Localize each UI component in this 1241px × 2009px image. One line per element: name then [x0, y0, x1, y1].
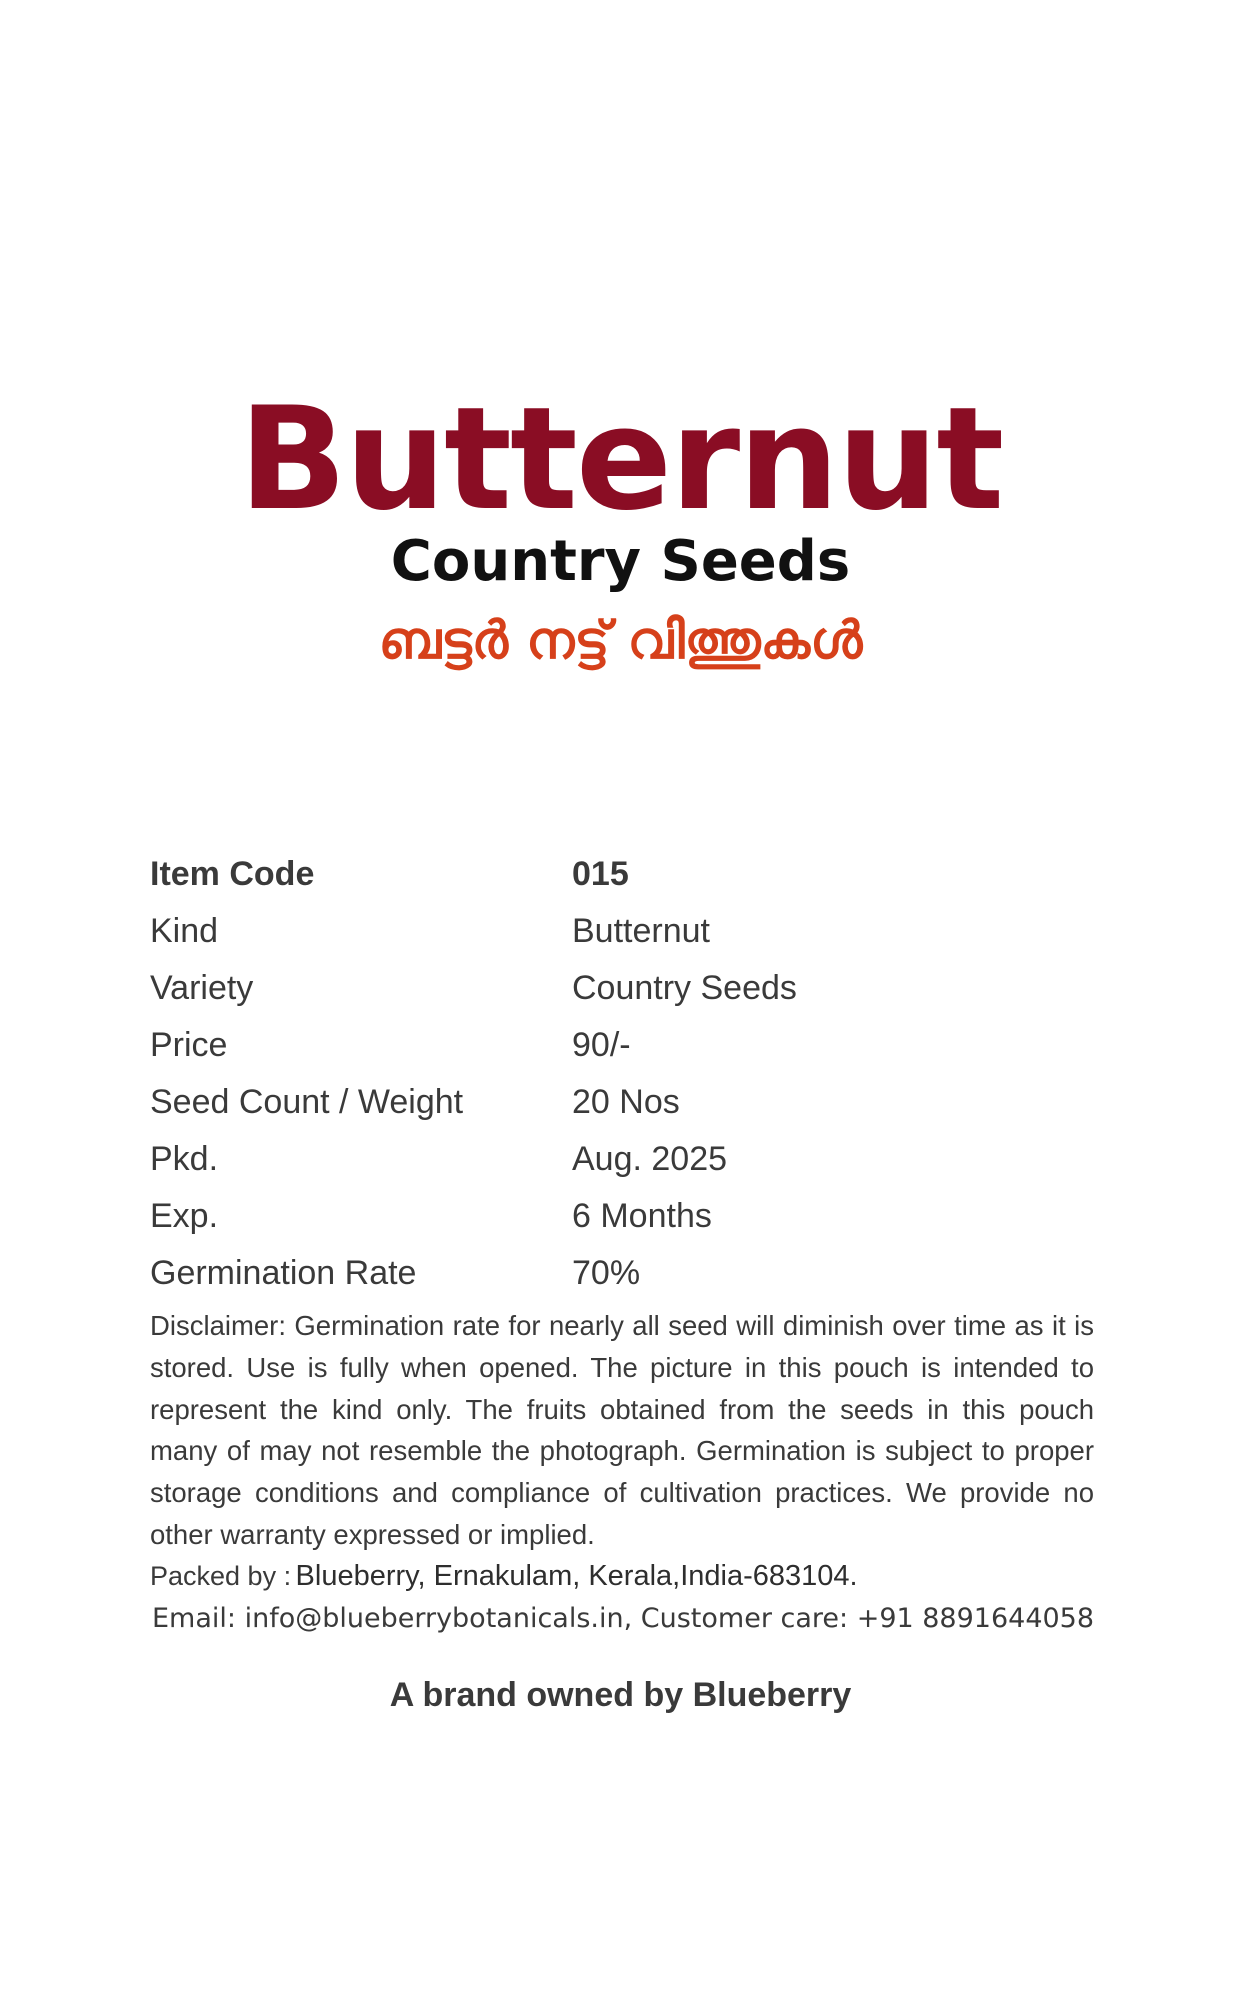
detail-label: Pkd.: [150, 1140, 219, 1178]
detail-row-price: [150, 1017, 1110, 1074]
detail-label: Variety: [150, 969, 254, 1007]
packed-by-label: Packed by :: [150, 1561, 292, 1591]
product-title: Butternut: [238, 377, 1003, 542]
product-title-malayalam: ബട്ടർ നട്ട് വിത്തുകൾ: [378, 611, 863, 671]
detail-label: Kind: [150, 912, 219, 950]
packed-by-address: Blueberry, Ernakulam, Kerala,India-683104.: [295, 1560, 858, 1592]
detail-value: 015: [572, 855, 629, 893]
detail-label: Item Code: [150, 855, 315, 893]
packed-by-line: [150, 1560, 1110, 1593]
detail-row-expiry: [150, 1188, 1110, 1245]
detail-value: Butternut: [572, 912, 710, 950]
detail-value: 70%: [572, 1254, 641, 1292]
detail-label: Seed Count / Weight: [150, 1083, 464, 1121]
detail-label: Exp.: [150, 1197, 219, 1235]
detail-value: 6 Months: [572, 1197, 712, 1235]
detail-value: Country Seeds: [572, 969, 797, 1007]
detail-row-germination-rate: [150, 1245, 1110, 1302]
detail-row-variety: [150, 960, 1110, 1017]
title-block: [0, 377, 1241, 681]
brand-owned-line: A brand owned by Blueberry: [389, 1676, 852, 1714]
contact-line: Email: info@blueberrybotanicals.in, Customer care: +91 8891644058: [152, 1603, 1095, 1634]
detail-row-kind: [150, 903, 1110, 960]
detail-value: Aug. 2025: [572, 1140, 728, 1178]
disclaimer-text: Disclaimer: Germination rate for nearly all seed will diminish over time as it is stored. Use is fully when opened. The picture in this pouch is intended to represent the kind only. The fruits obtained from the seeds in this pouch many of may not resemble the photograph. Germination is subject to proper storage conditions and compliance of cultivation practices. We provide no other warranty expressed or implied.: [150, 1310, 1094, 1550]
detail-row-packed-date: [150, 1131, 1110, 1188]
detail-value: 90/-: [572, 1026, 631, 1064]
detail-label: Germination Rate: [150, 1254, 417, 1292]
detail-row-seed-count: [150, 1074, 1110, 1131]
detail-label: Price: [150, 1026, 228, 1064]
product-subtitle: Country Seeds: [390, 529, 851, 594]
detail-value: 20 Nos: [572, 1083, 680, 1121]
detail-row-item-code: [150, 846, 1110, 903]
product-details-table: [150, 846, 1110, 1302]
